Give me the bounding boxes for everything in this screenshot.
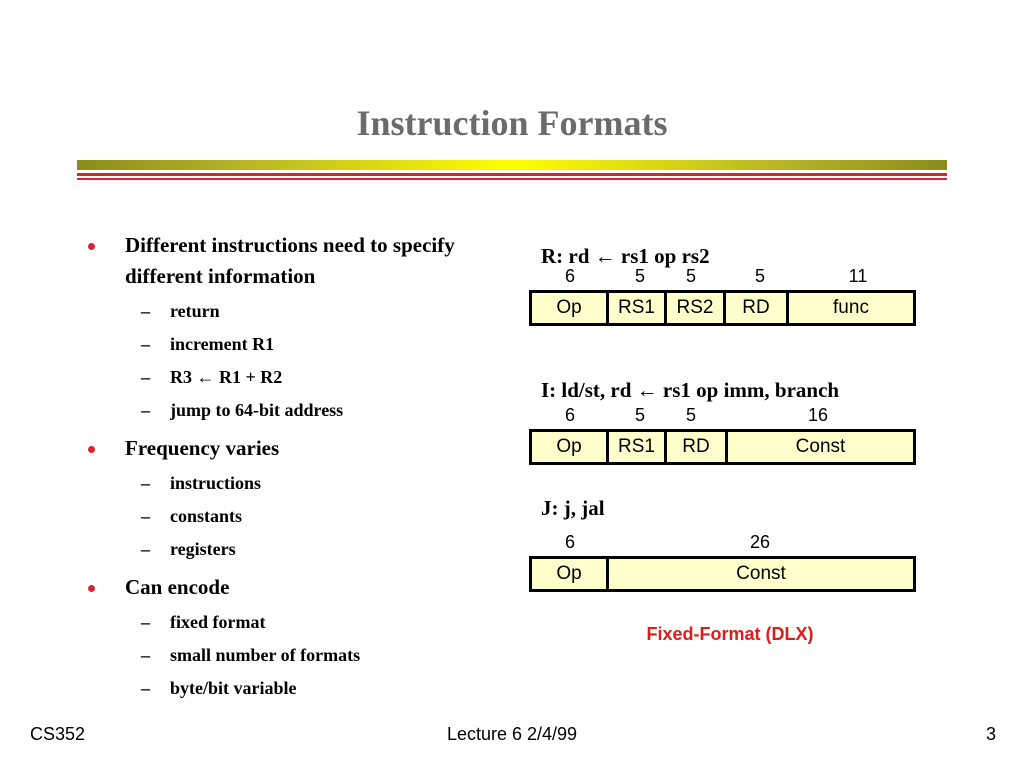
sub-bullet-text: byte/bit variable: [170, 678, 297, 698]
dash-icon: –: [141, 612, 150, 632]
bullet-dot-icon: [88, 446, 95, 453]
bullet-text: Can encode: [125, 575, 230, 599]
footer-course: CS352: [30, 724, 86, 744]
bullet-text: Different instructions need to specify different information: [125, 233, 455, 288]
sub-bullet-text: fixed format: [170, 612, 266, 632]
sub-bullet-item: [86, 645, 486, 665]
footer-page-number: 3: [985, 724, 996, 744]
bullet-item: [86, 572, 486, 603]
sub-bullet-item: [86, 678, 486, 698]
bullet-list: [86, 230, 486, 711]
i-field-op: Op: [529, 429, 609, 465]
dash-icon: –: [141, 473, 150, 493]
j-format-label: J: j, jal: [541, 496, 605, 520]
sub-bullet-item: [86, 612, 486, 632]
r-field-func: func: [786, 290, 916, 326]
r-bits-rd: 5: [754, 266, 765, 286]
r-field-rs2: RS2: [664, 290, 726, 326]
j-bits-const: 26: [749, 532, 771, 552]
i-format-label: I: ld/st, rd ← rs1 op imm, branch: [541, 378, 840, 402]
sub-bullet-text: increment R1: [170, 334, 275, 354]
r-format-label: R: rd ← rs1 op rs2: [541, 244, 710, 268]
sub-bullet-item: [86, 473, 486, 493]
dash-icon: –: [141, 645, 150, 665]
sub-bullet-text: R3 ← R1 + R2: [170, 367, 283, 387]
dash-icon: –: [141, 539, 150, 559]
r-field-rs1: RS1: [606, 290, 667, 326]
sub-bullet-text: registers: [170, 539, 236, 559]
title-underline-red-thin: [77, 178, 947, 180]
footer-lecture: Lecture 6 2/4/99: [446, 724, 578, 744]
sub-bullet-item: [86, 400, 486, 420]
bullet-dot-icon: [88, 243, 95, 250]
sub-bullet-item: [86, 367, 486, 387]
i-bits-rs1: 5: [634, 405, 645, 425]
dash-icon: –: [141, 400, 150, 420]
sub-bullet-item: [86, 539, 486, 559]
dash-icon: –: [141, 678, 150, 698]
sub-bullet-text: small number of formats: [170, 645, 361, 665]
i-field-rd: RD: [664, 429, 728, 465]
sub-bullet-item: [86, 506, 486, 526]
sub-bullet-text: constants: [170, 506, 243, 526]
dash-icon: –: [141, 506, 150, 526]
sub-bullet-text: instructions: [170, 473, 262, 493]
j-field-const: Const: [606, 556, 916, 592]
dash-icon: –: [141, 301, 150, 321]
sub-bullet-text: return: [170, 301, 220, 321]
bullet-text: Frequency varies: [125, 436, 280, 460]
i-bits-op: 6: [564, 405, 575, 425]
r-bits-op: 6: [564, 266, 575, 286]
bullet-item: [86, 433, 486, 464]
i-bits-const: 16: [807, 405, 829, 425]
r-field-op: Op: [529, 290, 609, 326]
slide-title: Instruction Formats: [356, 103, 668, 143]
dash-icon: –: [141, 367, 150, 387]
j-bits-op: 6: [564, 532, 575, 552]
format-caption: Fixed-Format (DLX): [646, 624, 814, 644]
title-underline-gold: [77, 160, 947, 170]
i-field-const: Const: [725, 429, 916, 465]
r-bits-rs2: 5: [685, 266, 696, 286]
bullet-item: [86, 230, 486, 292]
bullet-dot-icon: [88, 585, 95, 592]
i-bits-rd: 5: [685, 405, 696, 425]
sub-bullet-text: jump to 64-bit address: [170, 400, 344, 420]
dash-icon: –: [141, 334, 150, 354]
r-bits-rs1: 5: [634, 266, 645, 286]
r-bits-func: 11: [848, 266, 868, 286]
r-field-rd: RD: [723, 290, 789, 326]
sub-bullet-item: [86, 301, 486, 321]
j-field-op: Op: [529, 556, 609, 592]
sub-bullet-item: [86, 334, 486, 354]
i-field-rs1: RS1: [606, 429, 667, 465]
title-underline-red: [77, 173, 947, 176]
